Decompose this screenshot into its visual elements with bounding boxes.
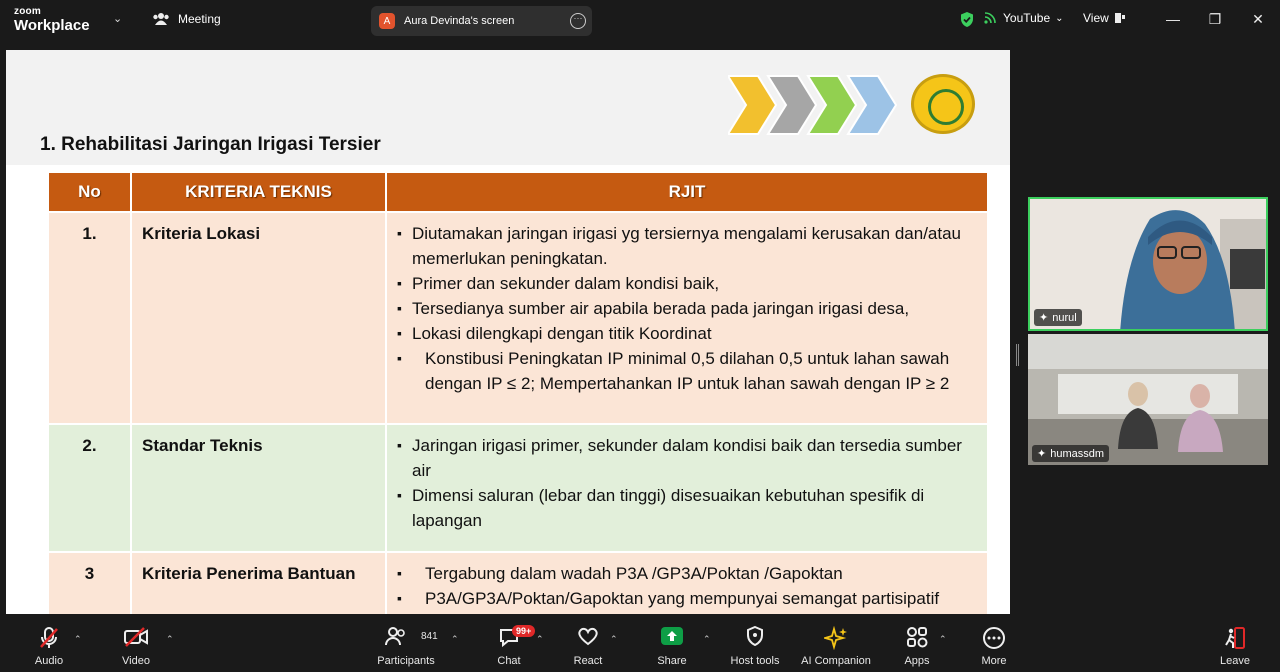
react-options-chevron-icon[interactable]: ⌃ [610,634,618,644]
participant-name: humassdm [1050,447,1105,460]
apps-label: Apps [904,655,930,667]
list-item: ▪ Diutamakan jaringan irigasi yg tersiernya mengalami kerusakan dan/atau memerlukan peningkatan. [397,221,977,271]
list-item: ▪ Lokasi dilengkapi dengan titik Koordinat [397,321,977,346]
more-icon [982,626,1006,650]
list-item: ▪ P3A/GP3A/Poktan/Gapoktan yang mempunyai semangat partisipatif [397,586,977,611]
leave-label: Leave [1220,655,1250,667]
youtube-label: YouTube [1003,11,1051,25]
shield-icon [746,626,764,646]
audio-options-chevron-icon[interactable]: ⌃ [74,634,82,644]
shared-screen-slide [6,50,1010,614]
list-item: ▪ Tergabung dalam wadah P3A /GP3A/Poktan /Gapoktan [397,561,977,586]
participant-count: 841 [421,631,438,642]
brand-line1: zoom [14,6,41,17]
list-item: ▪ Jaringan irigasi primer, sekunder dalam kondisi baik dan tersedia sumber air [397,433,977,483]
table-row [48,552,988,614]
row-criteria: Standar Teknis [131,424,386,552]
rjit-list [397,221,977,396]
participants-icon [385,626,407,646]
row-criteria: Kriteria Penerima Bantuan [131,552,386,614]
video-button[interactable] [118,616,154,672]
share-button[interactable] [655,616,689,672]
slide-title: 1. Rehabilitasi Jaringan Irigasi Tersier [40,134,381,155]
ai-companion-button[interactable] [799,616,873,672]
ai-companion-label: AI Companion [801,655,871,667]
video-tile-nurul[interactable] [1028,197,1268,331]
react-button[interactable] [572,616,604,672]
view-menu[interactable] [1083,11,1126,25]
panel-resize-handle[interactable] [1016,344,1019,366]
row-rjit [386,212,988,424]
share-screen-icon [660,626,684,646]
share-label: Aura Devinda's screen [404,15,515,27]
rjit-list [397,433,977,533]
meeting-toolbar [0,616,1280,672]
participants-options-chevron-icon[interactable]: ⌃ [451,634,459,644]
participant-name: nurul [1052,311,1077,324]
leave-button[interactable] [1218,616,1252,672]
criteria-table [47,171,989,614]
column-header-no: No [48,172,131,212]
chat-options-chevron-icon[interactable]: ⌃ [536,634,544,644]
apps-options-chevron-icon[interactable]: ⌃ [939,634,947,644]
heart-icon [577,626,599,646]
encryption-shield-icon[interactable] [959,11,975,28]
more-label: More [981,655,1007,667]
chevron-arrow [728,76,776,134]
host-tools-button[interactable] [728,616,782,672]
chat-unread-badge: 99+ [512,625,535,637]
pin-icon: ✦ [1039,312,1049,324]
youtube-stream[interactable] [984,11,1064,25]
audio-button[interactable] [30,616,68,672]
sparkle-icon [824,626,848,650]
row-number: 1. [48,212,131,424]
participant-name-tag [1034,309,1082,326]
leave-icon [1223,626,1247,650]
video-options-chevron-icon[interactable]: ⌃ [166,634,174,644]
microphone-muted-icon [38,626,60,650]
column-header-rjit: RJIT [386,172,988,212]
apps-icon [906,626,928,648]
minimize-icon[interactable]: — [1166,11,1180,27]
apps-button[interactable] [902,616,932,672]
screen-share-indicator[interactable] [371,6,592,36]
brand-line2: Workplace [14,17,90,34]
row-rjit [386,424,988,552]
video-label: Video [122,655,150,667]
row-criteria: Kriteria Lokasi [131,212,386,424]
chat-label: Chat [497,655,521,667]
top-bar [0,0,1280,42]
chevron-down-icon[interactable]: ⌄ [113,13,123,25]
more-button[interactable] [979,616,1009,672]
host-tools-label: Host tools [730,655,780,667]
zoom-logo[interactable] [14,7,90,33]
video-tile-humassdm[interactable] [1028,334,1268,465]
audio-label: Audio [34,655,64,667]
signal-icon [984,12,998,24]
meeting-menu[interactable] [152,12,221,26]
rjit-list [397,561,977,611]
chevron-down-icon: ⌄ [1055,12,1064,24]
table-row [48,212,988,424]
chevron-arrows-graphic [728,74,904,136]
list-item: ▪ Tersedianya sumber air apabila berada pada jaringan irigasi desa, [397,296,977,321]
list-item: ▪ Konstibusi Peningkatan IP minimal 0,5 dilahan 0,5 untuk lahan sawah dengan IP ≤ 2; Mempertahankan IP untuk lahan sawah dengan IP ≥ 2 [397,346,977,396]
participants-label: Participants [377,655,435,667]
pin-icon: ✦ [1037,448,1047,460]
share-options-chevron-icon[interactable]: ⌃ [703,634,711,644]
list-item: ▪ Primer dan sekunder dalam kondisi baik, [397,271,977,296]
row-number: 2. [48,424,131,552]
more-options-icon[interactable]: ··· [570,13,586,29]
sharer-avatar: A [379,13,395,29]
row-number: 3 [48,552,131,614]
react-label: React [573,655,603,667]
meeting-label: Meeting [178,12,221,26]
restore-icon[interactable]: ❐ [1208,11,1222,27]
table-row [48,424,988,552]
table-header-row [48,172,988,212]
ministry-logo [911,74,975,134]
video-off-icon [123,626,149,648]
list-item: ▪ Dimensi saluran (lebar dan tinggi) disesuaikan kebutuhan spesifik di lapangan [397,483,977,533]
participants-button[interactable] [374,616,438,672]
share-label: Share [657,655,687,667]
close-icon[interactable]: ✕ [1252,11,1264,27]
participant-name-tag [1032,445,1109,462]
view-label: View [1083,11,1109,25]
column-header-kriteria: KRITERIA TEKNIS [131,172,386,212]
view-layout-icon [1114,12,1126,24]
meeting-people-icon [152,12,170,26]
row-rjit [386,552,988,614]
